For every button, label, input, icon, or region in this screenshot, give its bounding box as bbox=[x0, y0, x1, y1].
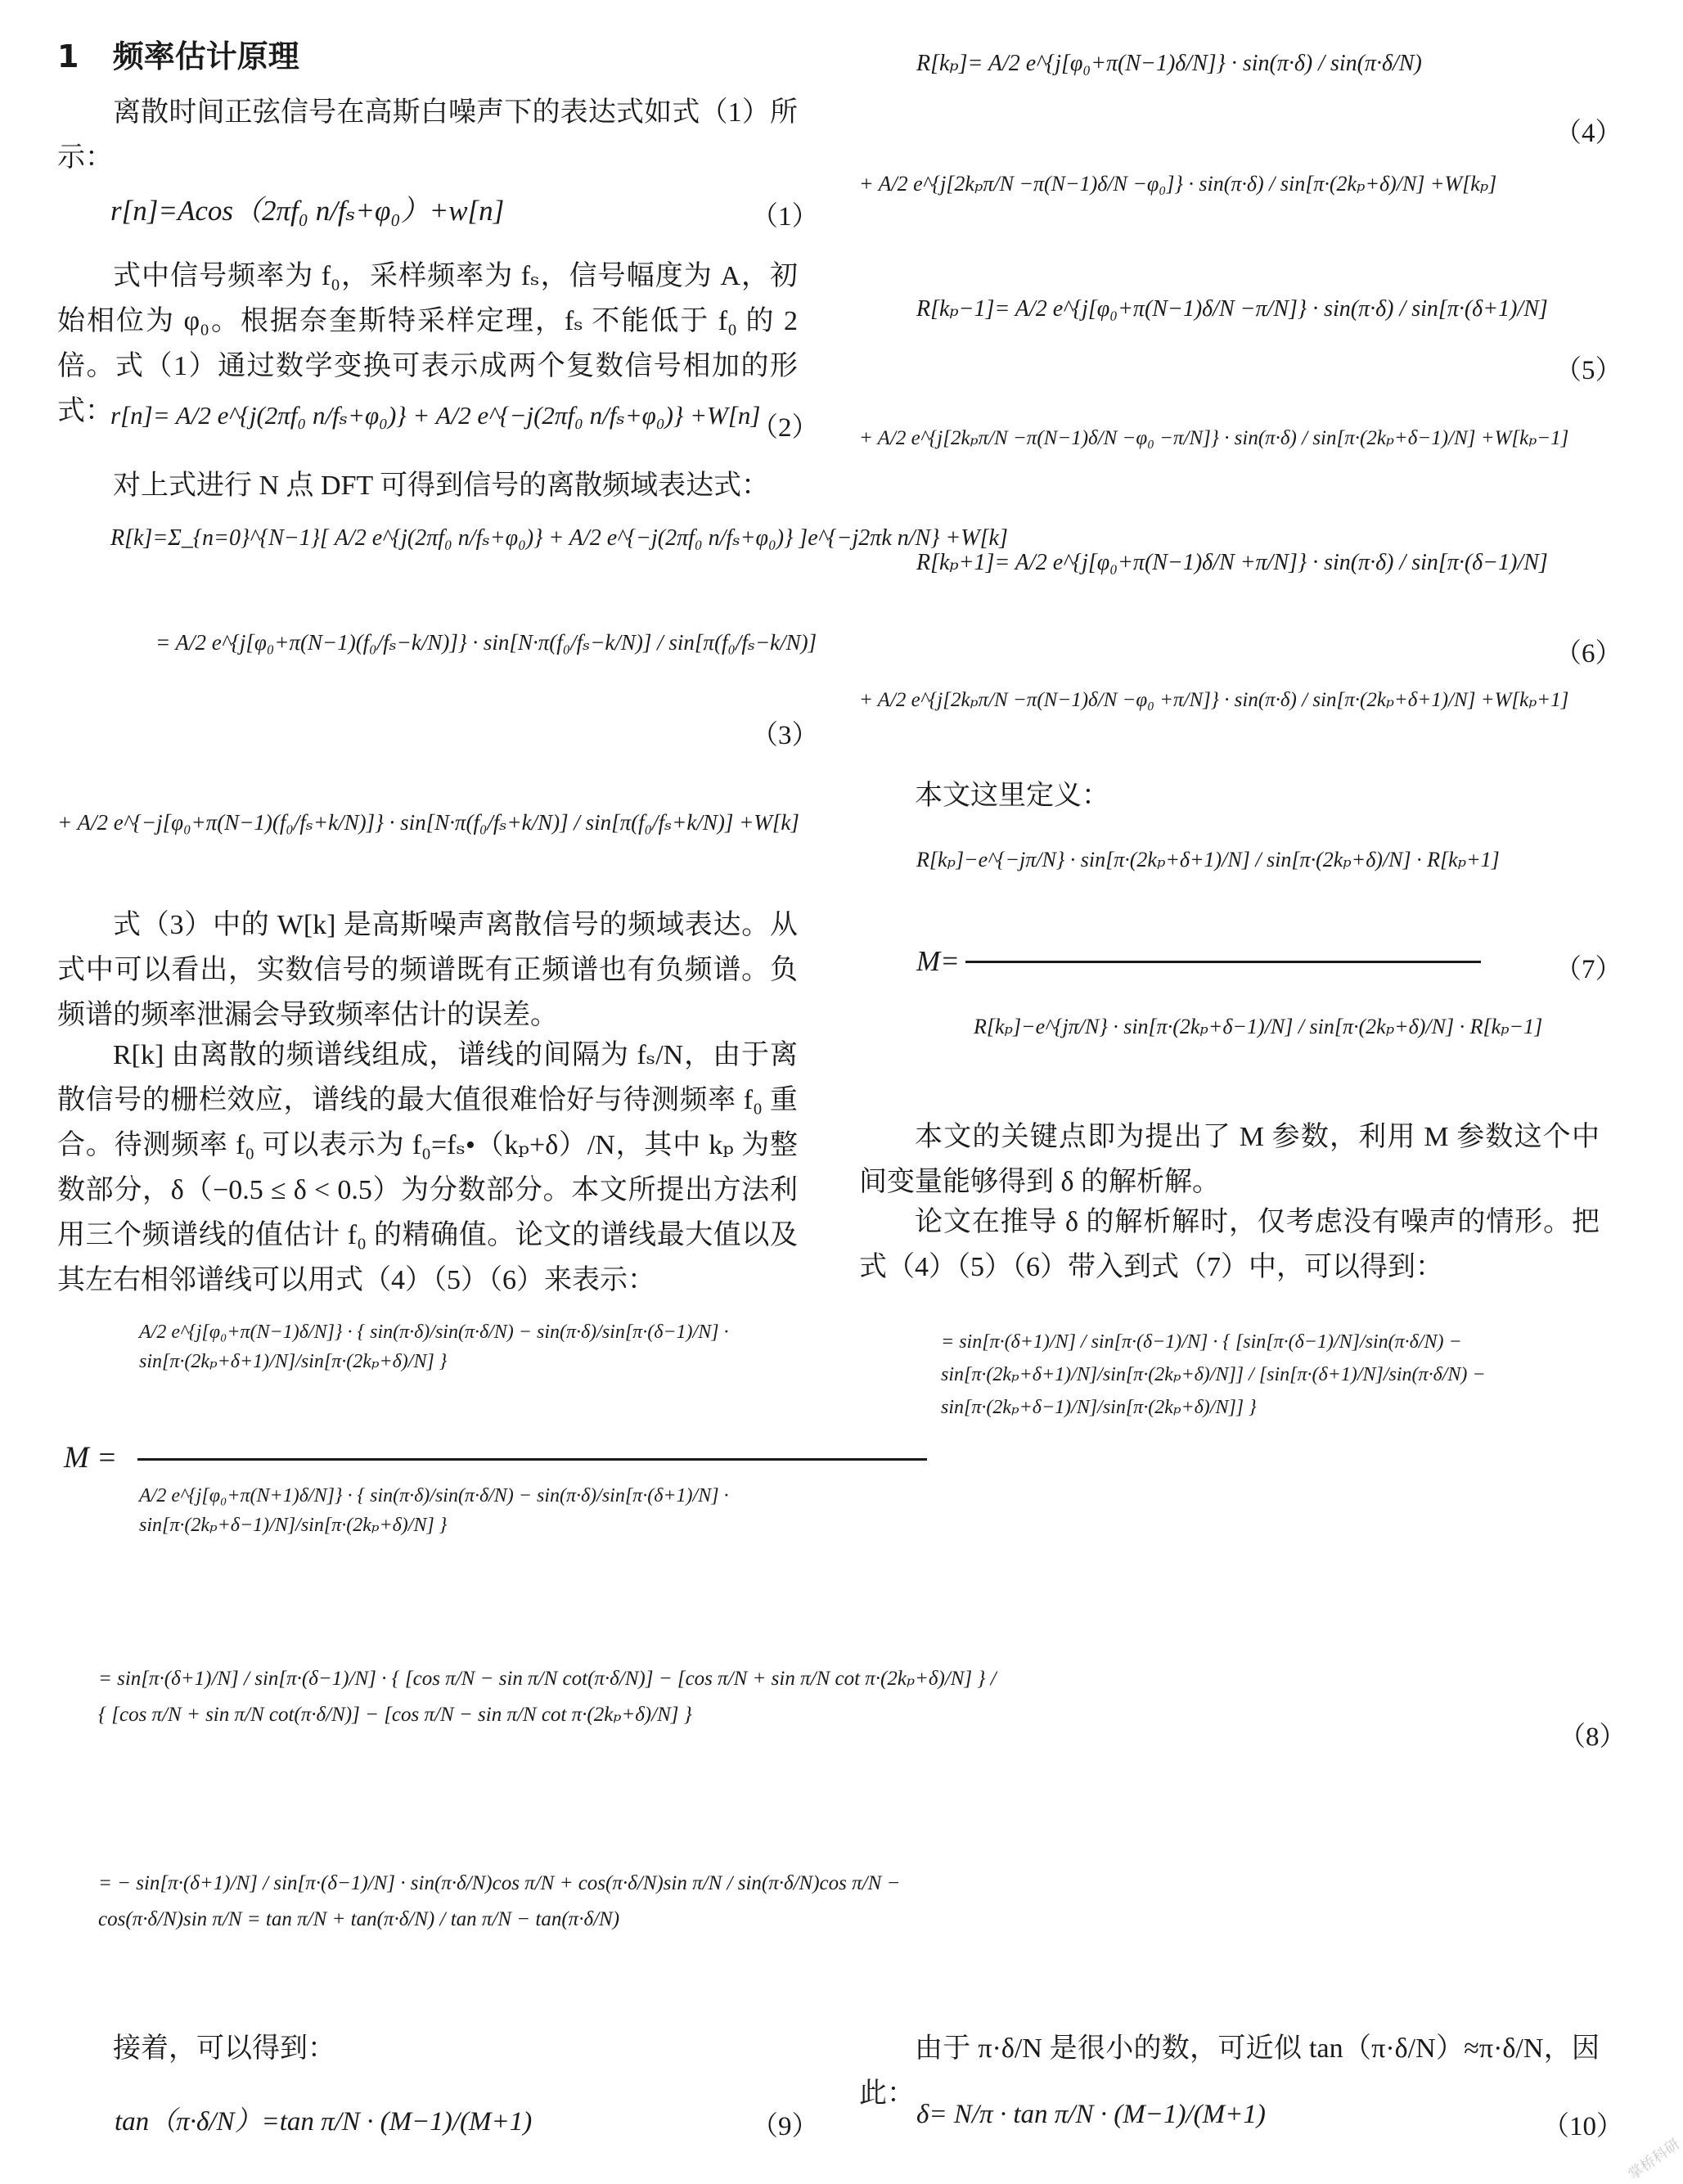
equation-number-3: （3） bbox=[751, 721, 819, 750]
equation-8a-lhs-numerator bbox=[139, 1317, 925, 1376]
equation-8-main-fraction-bar bbox=[137, 1458, 927, 1461]
equation-5b bbox=[859, 426, 1568, 450]
equation-6a-text: R[kₚ+1]= A/2 e^{j[φ₀+π(N−1)δ/N +π/N]} · sin(π·δ) / sin[π·(δ−1)/N] bbox=[916, 550, 1548, 575]
equation-2 bbox=[110, 401, 760, 430]
equation-3c bbox=[57, 810, 799, 835]
paragraph-intro: 离散时间正弦信号在高斯白噪声下的表达式如式（1）所示： bbox=[57, 97, 798, 173]
section-title: 频率估计原理 bbox=[112, 38, 299, 74]
paragraph-definition: 本文这里定义： bbox=[915, 781, 1109, 811]
equation-10 bbox=[916, 2100, 1266, 2130]
equation-9-text: tan（π·δ/N）=tan π/N · (M−1)/(M+1) bbox=[115, 2107, 533, 2137]
equation-number-7: （7） bbox=[1555, 955, 1622, 984]
equation-2-text: r[n]= A/2 e^{j(2πf₀ n/fₛ+φ₀)} + A/2 e^{−j(2πf₀ n/fₛ+φ₀)} +W[n] bbox=[110, 401, 761, 430]
equation-8a-lhs-denominator-text: A/2 e^{j[φ₀+π(N+1)δ/N]} · { sin(π·δ)/sin(π·δ/N) − sin(π·δ)/sin[π·(δ+1)/N] · sin[π·(2kₚ+δ−1)/N]/sin[π·(2kₚ+δ)/N] } bbox=[139, 1485, 729, 1536]
equation-8a-rhs bbox=[941, 1326, 1604, 1424]
equation-3c-text: + A/2 e^{−j[φ₀+π(N−1)(f₀/fₛ+k/N)]} · sin[N·π(f₀/fₛ+k/N)] / sin[π(f₀/fₛ+k/N)] +W[k] bbox=[57, 810, 799, 835]
equation-8c-text: = − sin[π·(δ+1)/N] / sin[π·(δ−1)/N] · sin(π·δ/N)cos π/N + cos(π·δ/N)sin π/N / sin(π·δ/N)cos π/N − cos(π·δ/N)sin π/N = tan π/N + tan(π·δ/N) / tan π/N − tan(π·δ/N) bbox=[98, 1872, 901, 1930]
equation-number-2: （2） bbox=[751, 413, 819, 443]
section-number: 1 bbox=[57, 38, 79, 74]
equation-8b bbox=[98, 1661, 998, 1733]
equation-7-fraction-bar bbox=[965, 961, 1481, 963]
equation-5b-text: + A/2 e^{j[2kₚπ/N −π(N−1)δ/N −φ₀ −π/N]} · sin(π·δ) / sin[π·(2kₚ+δ−1)/N] +W[kₚ−1] bbox=[859, 427, 1569, 449]
paragraph-approximation: 由于 π·δ/N 是很小的数，可近似 tan（π·δ/N）≈π·δ/N，因此： bbox=[859, 2033, 1600, 2109]
paragraph-next: 接着，可以得到： bbox=[113, 2033, 335, 2064]
equation-8a-rhs-text: = sin[π·(δ+1)/N] / sin[π·(δ−1)/N] · { [sin[π·(δ−1)/N]/sin(π·δ/N) − sin[π·(2kₚ+δ+1)/N]/sin[π·(2kₚ+δ)/N]] / [sin[π·(δ+1)/N]/sin(π·δ/N) − sin[π·(2kₚ+δ−1)/N]/sin[π·(2kₚ+δ)/N]] } bbox=[941, 1331, 1486, 1418]
equation-number-1: （1） bbox=[751, 202, 819, 232]
equation-number-4: （4） bbox=[1555, 119, 1622, 148]
equation-number-6: （6） bbox=[1555, 639, 1622, 669]
equation-7-numerator-text: R[kₚ]−e^{−jπ/N} · sin[π·(2kₚ+δ+1)/N] / sin[π·(2kₚ+δ)/N] · R[kₚ+1] bbox=[916, 848, 1500, 871]
paragraph-variables: 式中信号频率为 f₀，采样频率为 fₛ，信号幅度为 A，初始相位为 φ₀。根据奈奎斯特采样定理，fₛ 不能低于 f₀ 的 2 倍。式（1）通过数学变换可表示成两个复数信号相加的形式： bbox=[57, 261, 798, 426]
equation-number-9: （9） bbox=[751, 2112, 819, 2141]
equation-6b bbox=[859, 687, 1568, 712]
equation-8a-lhs-numerator-text: A/2 e^{j[φ₀+π(N−1)δ/N]} · { sin(π·δ)/sin(π·δ/N) − sin(π·δ)/sin[π·(δ−1)/N] · sin[π·(2kₚ+δ+1)/N]/sin[π·(2kₚ+δ)/N] } bbox=[139, 1322, 729, 1372]
paragraph-derivation: 论文在推导 δ 的解析解时，仅考虑没有噪声的情形。把式（4）（5）（6）带入到式（7）中，可以得到： bbox=[859, 1207, 1600, 1282]
equation-number-10: （10） bbox=[1542, 2112, 1623, 2141]
equation-3a-text: R[k]=Σ_{n=0}^{N−1}[ A/2 e^{j(2πf₀ n/fₛ+φ₀)} + A/2 e^{−j(2πf₀ n/fₛ+φ₀)} ]e^{−j2πk n/N} +W[k] bbox=[110, 525, 1008, 551]
equation-3b bbox=[155, 630, 817, 655]
equation-9 bbox=[115, 2100, 532, 2138]
equation-10-text: δ= N/π · tan π/N · (M−1)/(M+1) bbox=[916, 2100, 1266, 2129]
equation-8a-lhs-denominator bbox=[139, 1481, 925, 1540]
equation-7-lhs: M= bbox=[916, 945, 960, 977]
paragraph-key-point: 本文的关键点即为提出了 M 参数，利用 M 参数这个中间变量能够得到 δ 的解析解。 bbox=[859, 1122, 1600, 1197]
equation-4a-text: R[kₚ]= A/2 e^{j[φ₀+π(N−1)δ/N]} · sin(π·δ) / sin(π·δ/N) bbox=[916, 51, 1422, 76]
equation-4a bbox=[916, 49, 1422, 77]
equation-5a-text: R[kₚ−1]= A/2 e^{j[φ₀+π(N−1)δ/N −π/N]} · sin(π·δ) / sin[π·(δ+1)/N] bbox=[916, 296, 1548, 322]
equation-8-lhs: M = bbox=[64, 1441, 118, 1475]
paragraph-noise: 式（3）中的 W[k] 是高斯噪声离散信号的频域表达。从式中可以看出，实数信号的频谱既有正频谱也有负频谱。负频谱的频率泄漏会导致频率估计的误差。 bbox=[57, 910, 798, 1030]
equation-8b-text: = sin[π·(δ+1)/N] / sin[π·(δ−1)/N] · { [cos π/N − sin π/N cot(π·δ/N)] − [cos π/N + sin π/N cot π·(2kₚ+δ)/N] } / { [cos π/N + sin π/N cot(π·δ/N)] − [cos π/N − sin π/N cot π·(2kₚ+δ)/N] } bbox=[98, 1668, 997, 1726]
equation-5a bbox=[916, 295, 1548, 322]
equation-4b-text: + A/2 e^{j[2kₚπ/N −π(N−1)δ/N −φ₀]} · sin(π·δ) / sin[π·(2kₚ+δ)/N] +W[kₚ] bbox=[859, 172, 1497, 196]
equation-3b-text: = A/2 e^{j[φ₀+π(N−1)(f₀/fₛ−k/N)]} · sin[N·π(f₀/fₛ−k/N)] / sin[π(f₀/fₛ−k/N)] bbox=[155, 630, 817, 655]
equation-6a bbox=[916, 548, 1548, 576]
paragraph-dft: 对上式进行 N 点 DFT 可得到信号的离散频域表达式： bbox=[113, 471, 770, 501]
equation-8c bbox=[98, 1866, 998, 1938]
watermark: 掌桥科研 bbox=[1625, 2135, 1683, 2184]
equation-4b bbox=[859, 172, 1496, 196]
equation-3a bbox=[110, 524, 1008, 552]
equation-number-5: （5） bbox=[1555, 356, 1622, 385]
equation-7-denominator-text: R[kₚ]−e^{jπ/N} · sin[π·(2kₚ+δ−1)/N] / sin[π·(2kₚ+δ)/N] · R[kₚ−1] bbox=[974, 1015, 1543, 1038]
paragraph-spectrum: R[k] 由离散的频谱线组成，谱线的间隔为 fₛ/N，由于离散信号的栅栏效应，谱线的最大值很难恰好与待测频率 f₀ 重合。待测频率 f₀ 可以表示为 f₀=fₛ•（kₚ+δ）/N，其中 kₚ 为整数部分，δ（−0.5 ≤ δ < 0.5）为分数部分。本文所提出方法利用三个频谱线的值估计 f₀ 的精确值。论文的谱线最大值以及其左右相邻谱线可以用式（4）（5）（6）来表示： bbox=[57, 1040, 798, 1295]
equation-6b-text: + A/2 e^{j[2kₚπ/N −π(N−1)δ/N −φ₀ +π/N]} · sin(π·δ) / sin[π·(2kₚ+δ+1)/N] +W[kₚ+1] bbox=[859, 689, 1569, 711]
equation-7-denominator bbox=[974, 1015, 1542, 1039]
equation-number-8: （8） bbox=[1559, 1722, 1627, 1752]
section-heading bbox=[57, 31, 299, 76]
equation-1-text: r[n]=Acos（2πf₀ n/fₛ+φ₀）+w[n] bbox=[110, 195, 505, 227]
equation-1 bbox=[110, 188, 504, 229]
equation-7-numerator bbox=[916, 848, 1500, 872]
